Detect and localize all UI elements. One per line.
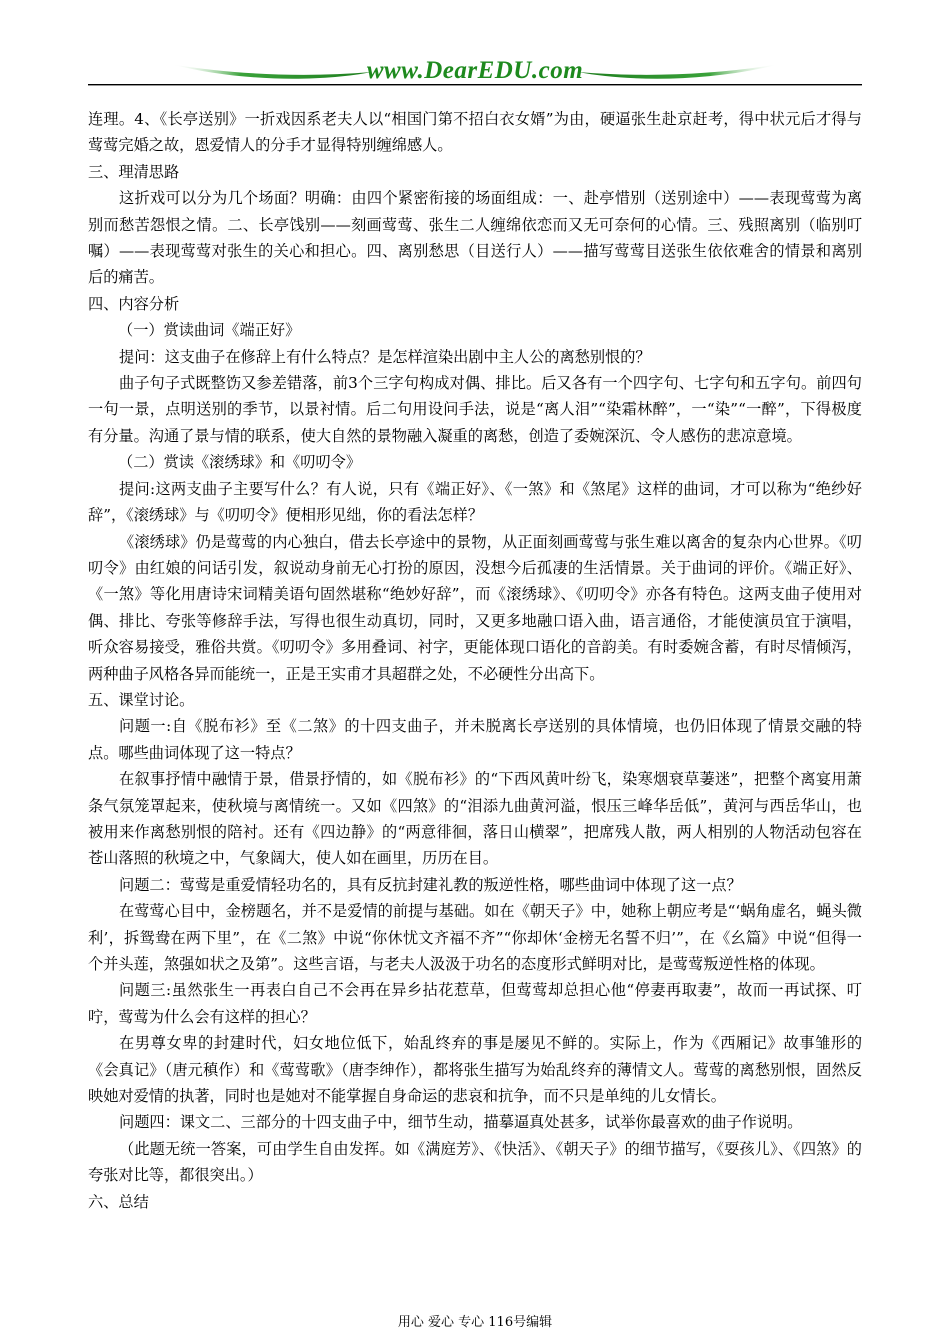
paragraph: 曲子句子式既整饬又参差错落，前3个三字句构成对偶、排比。后又各有一个四字句、七字句和五字句。前四句一句一景，点明送别的季节，以景衬情。后二句用设问手法，说是“离人泪”“染霜林醉”，一“染”“一醉”，下得极度有分量。沟通了景与情的联系，使大自然的景物融入凝重的离愁，创造了委婉深沉、令人感伤的悲凉意境。 bbox=[88, 374, 862, 445]
section-heading: 六、总结 bbox=[88, 1192, 149, 1211]
paragraph: 在叙事抒情中融情于景，借景抒情的，如《脱布衫》的“下西风黄叶纷飞，染寒烟衰草萋迷”，把整个离宴用萧条气氛笼罩起来，使秋境与离情统一。又如《四煞》的“泪添九曲黄河溢，恨压三峰华岳低”，黄河与西岳华山，也被用来作离愁别恨的陪衬。还有《四边静》的“两意徘徊，落日山横翠”，把席残人散，两人相别的人物活动包容在苍山落照的秋境之中，气象阔大，使人如在画里，历历在目。 bbox=[88, 770, 862, 868]
paragraph: 提问：这支曲子在修辞上有什么特点？是怎样渲染出剧中主人公的离愁别恨的？ bbox=[119, 347, 651, 366]
paragraph: 这折戏可以分为几个场面？明确：由四个紧密衔接的场面组成：一、赴亭惜别（送别途中）——表现莺莺为离别而愁苦怨恨之情。二、长亭饯别——刻画莺莺、张生二人缠绵依恋而又无可奈何的心情。三、残照离别（临别叮嘱）——表现莺莺对张生的关心和担心。四、离别愁思（目送行人）——描写莺莺目送张生依依难舍的情景和离别后的痛苦。 bbox=[88, 189, 862, 287]
paragraph: 《滚绣球》仍是莺莺的内心独白，借去长亭途中的景物，从正面刻画莺莺与张生难以离舍的复杂内心世界。《叨叨令》由红娘的问话引发，叙说动身前无心打扮的原因，没想今后孤凄的生活情景。关于曲词的评价。《端正好》、《一煞》等化用唐诗宋词精美语句固然堪称“绝妙好辞”，而《滚绣球》、《叨叨令》亦各有特色。这两支曲子使用对偶、排比、夸张等修辞手法，写得也很生动真切，同时，又更多地融口语入曲，语言通俗，才能使演员宜于演唱，听众容易接受，雅俗共赏。《叨叨令》多用叠词、衬字，更能体现口语化的音韵美。有时委婉含蓄，有时尽情倾泻，两种曲子风格各异而能统一，正是王实甫才具超群之处，不必硬性分出高下。 bbox=[88, 532, 862, 683]
page-footer: 用心 爱心 专心 116号编辑 bbox=[397, 1315, 553, 1330]
paragraph-continued: 连理。4、《长亭送别》一折戏因系老夫人以“相国门第不招白衣女婿”为由，硬逼张生赴京赶考，得中状元后才得与莺莺完婚之故，恩爱情人的分手才显得特别缠绵感人。 bbox=[88, 110, 862, 155]
paragraph: 问题四：课文二、三部分的十四支曲子中，细节生动，描摹逼真处甚多，试举你最喜欢的曲子作说明。 bbox=[119, 1113, 803, 1132]
subsection-heading: （二）赏读《滚绣球》和《叨叨令》 bbox=[118, 453, 361, 472]
paragraph: （此题无统一答案，可由学生自由发挥。如《满庭芳》、《快活》、《朝天子》的细节描写，《耍孩儿》、《四煞》的夸张对比等，都很突出。） bbox=[88, 1139, 862, 1185]
section-heading: 五、课堂讨论。 bbox=[88, 690, 195, 709]
section-heading: 四、内容分析 bbox=[88, 294, 180, 313]
subsection-heading: （一）赏读曲词《端正好》 bbox=[118, 321, 301, 340]
paragraph: 问题一:自《脱布衫》至《二煞》的十四支曲子，并未脱离长亭送别的具体情境，也仍旧体现了情景交融的特点。哪些曲词体现了这一特点？ bbox=[88, 717, 862, 762]
paragraph: 问题二：莺莺是重爱情轻功名的，具有反抗封建礼教的叛逆性格，哪些曲词中体现了这一点？ bbox=[119, 875, 742, 894]
paragraph: 在莺莺心目中，金榜题名，并不是爱情的前提与基础。如在《朝天子》中，她称上朝应考是“‘蜗角虚名，蝇头微利’，拆鸳鸯在两下里”，在《二煞》中说“你休忧文齐福不齐”“你却休‘金榜无名誓不归’”，在《幺篇》中说“但得一个并头莲，煞强如状之及第”。这些言语，与老夫人汲汲于功名的态度形式鲜明对比，是莺莺叛逆性格的体现。 bbox=[88, 902, 862, 973]
paragraph: 问题三:虽然张生一再表白自己不会再在异乡拈花惹草，但莺莺却总担心他“停妻再取妻”，故而一再试探、叮咛，莺莺为什么会有这样的担心？ bbox=[88, 981, 862, 1026]
header-banner bbox=[0, 52, 950, 102]
paragraph: 提问:这两支曲子主要写什么？有人说，只有《端正好》、《一煞》和《煞尾》这样的曲词，才可以称为“绝纱好辞”，《滚绣球》与《叨叨令》便相形见绌，你的看法怎样？ bbox=[88, 479, 862, 525]
site-url: www.DearEDU.com bbox=[366, 57, 584, 84]
paragraph: 在男尊女卑的封建时代，妇女地位低下，始乱终弃的事是屡见不鲜的。实际上，作为《西厢记》故事雏形的《会真记》（唐元稹作）和《莺莺歌》（唐李绅作），都将张生描写为始乱终弃的薄情文人。莺莺的离愁别恨，固然反映她对爱情的执著，同时也是她对不能掌握自身命运的悲哀和抗争，而不只是单纯的儿女情长。 bbox=[88, 1034, 862, 1106]
section-heading: 三、理清思路 bbox=[88, 162, 180, 181]
document-body bbox=[88, 106, 862, 1215]
